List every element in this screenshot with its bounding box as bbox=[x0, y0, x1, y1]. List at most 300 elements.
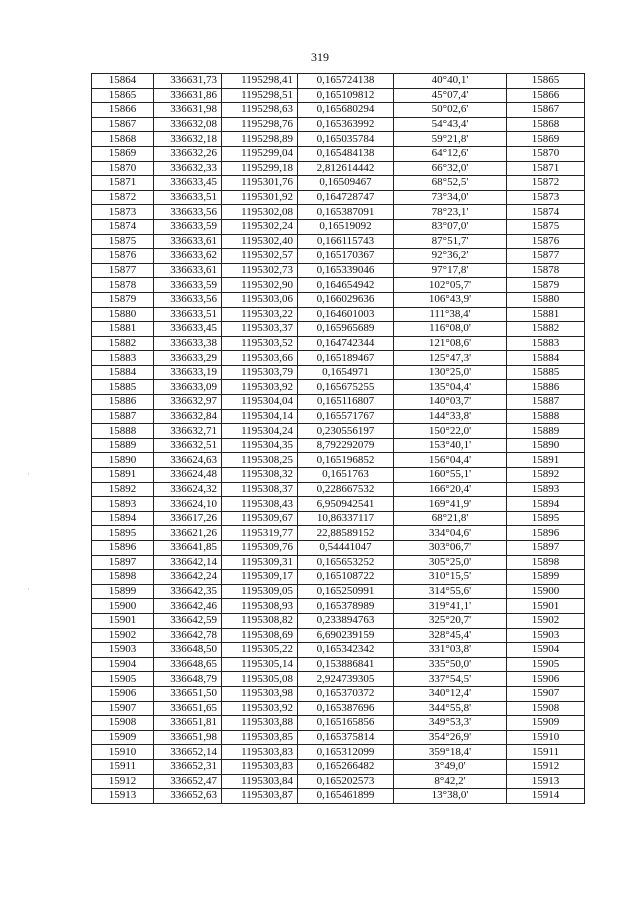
y-coordinate-cell: 1195305,22 bbox=[222, 643, 298, 658]
distance-cell: 0,165189467 bbox=[298, 351, 394, 366]
point-number-cell: 15907 bbox=[92, 701, 154, 716]
distance-cell: 0,165387696 bbox=[298, 701, 394, 716]
y-coordinate-cell: 1195309,31 bbox=[222, 555, 298, 570]
table-row bbox=[92, 541, 585, 556]
table-row bbox=[92, 103, 585, 118]
point-number-cell: 15894 bbox=[92, 511, 154, 526]
point-number-cell: 15906 bbox=[92, 686, 154, 701]
x-coordinate-cell: 336633,29 bbox=[154, 351, 222, 366]
table-row bbox=[92, 176, 585, 191]
y-coordinate-cell: 1195305,14 bbox=[222, 657, 298, 672]
point-number-cell: 15897 bbox=[92, 555, 154, 570]
point-number-cell: 15878 bbox=[92, 278, 154, 293]
distance-cell: 0,16519092 bbox=[298, 219, 394, 234]
point-number-cell: 15871 bbox=[92, 176, 154, 191]
distance-cell: 0,165675255 bbox=[298, 380, 394, 395]
table-row bbox=[92, 774, 585, 789]
distance-cell: 0,165965689 bbox=[298, 322, 394, 337]
distance-cell: 0,165370372 bbox=[298, 686, 394, 701]
next-point-cell: 15911 bbox=[507, 745, 585, 760]
distance-cell: 0,164728747 bbox=[298, 190, 394, 205]
distance-cell: 0,165165856 bbox=[298, 716, 394, 731]
x-coordinate-cell: 336633,62 bbox=[154, 249, 222, 264]
point-number-cell: 15896 bbox=[92, 541, 154, 556]
y-coordinate-cell: 1195298,51 bbox=[222, 88, 298, 103]
x-coordinate-cell: 336648,79 bbox=[154, 672, 222, 687]
x-coordinate-cell: 336642,59 bbox=[154, 613, 222, 628]
next-point-cell: 15904 bbox=[507, 643, 585, 658]
table-row bbox=[92, 74, 585, 89]
distance-cell: 0,165363992 bbox=[298, 117, 394, 132]
y-coordinate-cell: 1195309,76 bbox=[222, 541, 298, 556]
y-coordinate-cell: 1195303,84 bbox=[222, 774, 298, 789]
distance-cell: 0,165724138 bbox=[298, 74, 394, 89]
point-number-cell: 15890 bbox=[92, 453, 154, 468]
direction-angle-cell: 325°20,7' bbox=[394, 613, 507, 628]
x-coordinate-cell: 336633,59 bbox=[154, 219, 222, 234]
x-coordinate-cell: 336632,71 bbox=[154, 424, 222, 439]
next-point-cell: 15909 bbox=[507, 716, 585, 731]
coordinates-table bbox=[91, 73, 585, 804]
next-point-cell: 15882 bbox=[507, 322, 585, 337]
x-coordinate-cell: 336632,26 bbox=[154, 146, 222, 161]
x-coordinate-cell: 336624,63 bbox=[154, 453, 222, 468]
table-row bbox=[92, 643, 585, 658]
x-coordinate-cell: 336648,65 bbox=[154, 657, 222, 672]
direction-angle-cell: 83°07,0' bbox=[394, 219, 507, 234]
point-number-cell: 15883 bbox=[92, 351, 154, 366]
distance-cell: 0,165170367 bbox=[298, 249, 394, 264]
point-number-cell: 15910 bbox=[92, 745, 154, 760]
next-point-cell: 15870 bbox=[507, 146, 585, 161]
next-point-cell: 15885 bbox=[507, 365, 585, 380]
distance-cell: 2,924739305 bbox=[298, 672, 394, 687]
point-number-cell: 15913 bbox=[92, 789, 154, 804]
table-row bbox=[92, 278, 585, 293]
y-coordinate-cell: 1195304,24 bbox=[222, 424, 298, 439]
distance-cell: 0,233894763 bbox=[298, 613, 394, 628]
y-coordinate-cell: 1195299,18 bbox=[222, 161, 298, 176]
next-point-cell: 15895 bbox=[507, 511, 585, 526]
direction-angle-cell: 54°43,4' bbox=[394, 117, 507, 132]
next-point-cell: 15877 bbox=[507, 249, 585, 264]
next-point-cell: 15914 bbox=[507, 789, 585, 804]
point-number-cell: 15895 bbox=[92, 526, 154, 541]
x-coordinate-cell: 336633,19 bbox=[154, 365, 222, 380]
table-row bbox=[92, 395, 585, 410]
direction-angle-cell: 354°26,9' bbox=[394, 730, 507, 745]
point-number-cell: 15869 bbox=[92, 146, 154, 161]
x-coordinate-cell: 336651,98 bbox=[154, 730, 222, 745]
x-coordinate-cell: 336624,10 bbox=[154, 497, 222, 512]
table-row bbox=[92, 190, 585, 205]
point-number-cell: 15879 bbox=[92, 292, 154, 307]
x-coordinate-cell: 336632,51 bbox=[154, 438, 222, 453]
table-row bbox=[92, 438, 585, 453]
next-point-cell: 15872 bbox=[507, 176, 585, 191]
direction-angle-cell: 68°52,5' bbox=[394, 176, 507, 191]
next-point-cell: 15902 bbox=[507, 613, 585, 628]
x-coordinate-cell: 336632,08 bbox=[154, 117, 222, 132]
distance-cell: 0,165196852 bbox=[298, 453, 394, 468]
direction-angle-cell: 328°45,4' bbox=[394, 628, 507, 643]
table-row bbox=[92, 701, 585, 716]
distance-cell: 0,165109812 bbox=[298, 88, 394, 103]
x-coordinate-cell: 336621,26 bbox=[154, 526, 222, 541]
distance-cell: 0,166115743 bbox=[298, 234, 394, 249]
table-row bbox=[92, 730, 585, 745]
x-coordinate-cell: 336642,24 bbox=[154, 570, 222, 585]
point-number-cell: 15911 bbox=[92, 759, 154, 774]
coordinates-table-body bbox=[92, 74, 585, 804]
table-row bbox=[92, 453, 585, 468]
point-number-cell: 15888 bbox=[92, 424, 154, 439]
table-row bbox=[92, 322, 585, 337]
y-coordinate-cell: 1195303,88 bbox=[222, 716, 298, 731]
x-coordinate-cell: 336617,26 bbox=[154, 511, 222, 526]
x-coordinate-cell: 336652,47 bbox=[154, 774, 222, 789]
next-point-cell: 15891 bbox=[507, 453, 585, 468]
table-row bbox=[92, 117, 585, 132]
next-point-cell: 15869 bbox=[507, 132, 585, 147]
distance-cell: 0,1654971 bbox=[298, 365, 394, 380]
point-number-cell: 15868 bbox=[92, 132, 154, 147]
x-coordinate-cell: 336642,78 bbox=[154, 628, 222, 643]
x-coordinate-cell: 336633,45 bbox=[154, 176, 222, 191]
table-row bbox=[92, 161, 585, 176]
y-coordinate-cell: 1195304,04 bbox=[222, 395, 298, 410]
distance-cell: 0,165461899 bbox=[298, 789, 394, 804]
distance-cell: 0,165116807 bbox=[298, 395, 394, 410]
y-coordinate-cell: 1195304,14 bbox=[222, 409, 298, 424]
next-point-cell: 15880 bbox=[507, 292, 585, 307]
table-row bbox=[92, 526, 585, 541]
x-coordinate-cell: 336633,61 bbox=[154, 263, 222, 278]
x-coordinate-cell: 336632,18 bbox=[154, 132, 222, 147]
direction-angle-cell: 337°54,5' bbox=[394, 672, 507, 687]
x-coordinate-cell: 336632,84 bbox=[154, 409, 222, 424]
x-coordinate-cell: 336651,50 bbox=[154, 686, 222, 701]
point-number-cell: 15884 bbox=[92, 365, 154, 380]
y-coordinate-cell: 1195299,04 bbox=[222, 146, 298, 161]
y-coordinate-cell: 1195303,79 bbox=[222, 365, 298, 380]
next-point-cell: 15910 bbox=[507, 730, 585, 745]
next-point-cell: 15873 bbox=[507, 190, 585, 205]
y-coordinate-cell: 1195303,37 bbox=[222, 322, 298, 337]
direction-angle-cell: 314°55,6' bbox=[394, 584, 507, 599]
distance-cell: 0,165378989 bbox=[298, 599, 394, 614]
point-number-cell: 15904 bbox=[92, 657, 154, 672]
point-number-cell: 15866 bbox=[92, 103, 154, 118]
next-point-cell: 15903 bbox=[507, 628, 585, 643]
point-number-cell: 15886 bbox=[92, 395, 154, 410]
direction-angle-cell: 331°03,8' bbox=[394, 643, 507, 658]
x-coordinate-cell: 336642,14 bbox=[154, 555, 222, 570]
point-number-cell: 15877 bbox=[92, 263, 154, 278]
distance-cell: 6,950942541 bbox=[298, 497, 394, 512]
table-row bbox=[92, 511, 585, 526]
next-point-cell: 15896 bbox=[507, 526, 585, 541]
next-point-cell: 15898 bbox=[507, 555, 585, 570]
table-row bbox=[92, 307, 585, 322]
direction-angle-cell: 73°34,0' bbox=[394, 190, 507, 205]
y-coordinate-cell: 1195309,67 bbox=[222, 511, 298, 526]
table-row bbox=[92, 570, 585, 585]
table-row bbox=[92, 336, 585, 351]
distance-cell: 0,165680294 bbox=[298, 103, 394, 118]
table-row bbox=[92, 584, 585, 599]
next-point-cell: 15886 bbox=[507, 380, 585, 395]
next-point-cell: 15879 bbox=[507, 278, 585, 293]
y-coordinate-cell: 1195298,63 bbox=[222, 103, 298, 118]
table-row bbox=[92, 292, 585, 307]
x-coordinate-cell: 336633,09 bbox=[154, 380, 222, 395]
y-coordinate-cell: 1195298,41 bbox=[222, 74, 298, 89]
table-row bbox=[92, 263, 585, 278]
next-point-cell: 15874 bbox=[507, 205, 585, 220]
next-point-cell: 15876 bbox=[507, 234, 585, 249]
y-coordinate-cell: 1195301,92 bbox=[222, 190, 298, 205]
distance-cell: 0,165387091 bbox=[298, 205, 394, 220]
table-row bbox=[92, 205, 585, 220]
margin-mark: · bbox=[27, 585, 30, 594]
y-coordinate-cell: 1195303,52 bbox=[222, 336, 298, 351]
y-coordinate-cell: 1195298,89 bbox=[222, 132, 298, 147]
direction-angle-cell: 335°50,0' bbox=[394, 657, 507, 672]
direction-angle-cell: 153°40,1' bbox=[394, 438, 507, 453]
next-point-cell: 15892 bbox=[507, 468, 585, 483]
direction-angle-cell: 359°18,4' bbox=[394, 745, 507, 760]
y-coordinate-cell: 1195309,05 bbox=[222, 584, 298, 599]
next-point-cell: 15893 bbox=[507, 482, 585, 497]
point-number-cell: 15909 bbox=[92, 730, 154, 745]
distance-cell: 0,166029636 bbox=[298, 292, 394, 307]
y-coordinate-cell: 1195308,93 bbox=[222, 599, 298, 614]
y-coordinate-cell: 1195308,43 bbox=[222, 497, 298, 512]
next-point-cell: 15900 bbox=[507, 584, 585, 599]
point-number-cell: 15898 bbox=[92, 570, 154, 585]
x-coordinate-cell: 336652,63 bbox=[154, 789, 222, 804]
table-row bbox=[92, 599, 585, 614]
point-number-cell: 15899 bbox=[92, 584, 154, 599]
next-point-cell: 15897 bbox=[507, 541, 585, 556]
direction-angle-cell: 64°12,6' bbox=[394, 146, 507, 161]
table-row bbox=[92, 672, 585, 687]
next-point-cell: 15908 bbox=[507, 701, 585, 716]
x-coordinate-cell: 336652,14 bbox=[154, 745, 222, 760]
table-row bbox=[92, 146, 585, 161]
x-coordinate-cell: 336633,56 bbox=[154, 205, 222, 220]
table-row bbox=[92, 88, 585, 103]
direction-angle-cell: 92°36,2' bbox=[394, 249, 507, 264]
next-point-cell: 15868 bbox=[507, 117, 585, 132]
next-point-cell: 15883 bbox=[507, 336, 585, 351]
table-row bbox=[92, 132, 585, 147]
table-row bbox=[92, 424, 585, 439]
y-coordinate-cell: 1195302,08 bbox=[222, 205, 298, 220]
x-coordinate-cell: 336641,85 bbox=[154, 541, 222, 556]
point-number-cell: 15885 bbox=[92, 380, 154, 395]
direction-angle-cell: 68°21,8' bbox=[394, 511, 507, 526]
y-coordinate-cell: 1195308,82 bbox=[222, 613, 298, 628]
distance-cell: 0,164742344 bbox=[298, 336, 394, 351]
direction-angle-cell: 305°25,0' bbox=[394, 555, 507, 570]
y-coordinate-cell: 1195298,76 bbox=[222, 117, 298, 132]
table-row bbox=[92, 789, 585, 804]
point-number-cell: 15901 bbox=[92, 613, 154, 628]
direction-angle-cell: 156°04,4' bbox=[394, 453, 507, 468]
y-coordinate-cell: 1195302,57 bbox=[222, 249, 298, 264]
direction-angle-cell: 150°22,0' bbox=[394, 424, 507, 439]
x-coordinate-cell: 336642,46 bbox=[154, 599, 222, 614]
y-coordinate-cell: 1195302,24 bbox=[222, 219, 298, 234]
x-coordinate-cell: 336633,59 bbox=[154, 278, 222, 293]
y-coordinate-cell: 1195309,17 bbox=[222, 570, 298, 585]
page-number: 319 bbox=[311, 50, 329, 64]
next-point-cell: 15888 bbox=[507, 409, 585, 424]
point-number-cell: 15865 bbox=[92, 88, 154, 103]
next-point-cell: 15866 bbox=[507, 88, 585, 103]
table-row bbox=[92, 555, 585, 570]
direction-angle-cell: 160°55,1' bbox=[394, 468, 507, 483]
next-point-cell: 15867 bbox=[507, 103, 585, 118]
table-row bbox=[92, 686, 585, 701]
direction-angle-cell: 87°51,7' bbox=[394, 234, 507, 249]
table-row bbox=[92, 716, 585, 731]
distance-cell: 0,54441047 bbox=[298, 541, 394, 556]
next-point-cell: 15884 bbox=[507, 351, 585, 366]
point-number-cell: 15870 bbox=[92, 161, 154, 176]
direction-angle-cell: 344°55,8' bbox=[394, 701, 507, 716]
direction-angle-cell: 59°21,8' bbox=[394, 132, 507, 147]
direction-angle-cell: 50°02,6' bbox=[394, 103, 507, 118]
direction-angle-cell: 169°41,9' bbox=[394, 497, 507, 512]
distance-cell: 0,165250991 bbox=[298, 584, 394, 599]
direction-angle-cell: 40°40,1' bbox=[394, 74, 507, 89]
table-row bbox=[92, 628, 585, 643]
distance-cell: 0,1651763 bbox=[298, 468, 394, 483]
table-row bbox=[92, 759, 585, 774]
point-number-cell: 15876 bbox=[92, 249, 154, 264]
point-number-cell: 15905 bbox=[92, 672, 154, 687]
direction-angle-cell: 140°03,7' bbox=[394, 395, 507, 410]
point-number-cell: 15881 bbox=[92, 322, 154, 337]
distance-cell: 0,165375814 bbox=[298, 730, 394, 745]
x-coordinate-cell: 336631,86 bbox=[154, 88, 222, 103]
next-point-cell: 15894 bbox=[507, 497, 585, 512]
direction-angle-cell: 116°08,0' bbox=[394, 322, 507, 337]
next-point-cell: 15901 bbox=[507, 599, 585, 614]
table-row bbox=[92, 613, 585, 628]
direction-angle-cell: 310°15,5' bbox=[394, 570, 507, 585]
next-point-cell: 15887 bbox=[507, 395, 585, 410]
x-coordinate-cell: 336652,31 bbox=[154, 759, 222, 774]
distance-cell: 10,86337117 bbox=[298, 511, 394, 526]
distance-cell: 0,165571767 bbox=[298, 409, 394, 424]
x-coordinate-cell: 336648,50 bbox=[154, 643, 222, 658]
y-coordinate-cell: 1195303,06 bbox=[222, 292, 298, 307]
point-number-cell: 15891 bbox=[92, 468, 154, 483]
direction-angle-cell: 3°49,0' bbox=[394, 759, 507, 774]
next-point-cell: 15878 bbox=[507, 263, 585, 278]
distance-cell: 0,165108722 bbox=[298, 570, 394, 585]
direction-angle-cell: 66°32,0' bbox=[394, 161, 507, 176]
table-row bbox=[92, 497, 585, 512]
margin-mark: · bbox=[27, 470, 30, 479]
x-coordinate-cell: 336631,73 bbox=[154, 74, 222, 89]
distance-cell: 0,165653252 bbox=[298, 555, 394, 570]
distance-cell: 0,164654942 bbox=[298, 278, 394, 293]
table-row bbox=[92, 249, 585, 264]
distance-cell: 2,812614442 bbox=[298, 161, 394, 176]
point-number-cell: 15889 bbox=[92, 438, 154, 453]
next-point-cell: 15906 bbox=[507, 672, 585, 687]
x-coordinate-cell: 336633,51 bbox=[154, 307, 222, 322]
direction-angle-cell: 144°33,8' bbox=[394, 409, 507, 424]
point-number-cell: 15867 bbox=[92, 117, 154, 132]
table-row bbox=[92, 468, 585, 483]
y-coordinate-cell: 1195304,35 bbox=[222, 438, 298, 453]
point-number-cell: 15892 bbox=[92, 482, 154, 497]
distance-cell: 6,690239159 bbox=[298, 628, 394, 643]
x-coordinate-cell: 336642,35 bbox=[154, 584, 222, 599]
x-coordinate-cell: 336633,56 bbox=[154, 292, 222, 307]
y-coordinate-cell: 1195303,22 bbox=[222, 307, 298, 322]
y-coordinate-cell: 1195303,87 bbox=[222, 789, 298, 804]
y-coordinate-cell: 1195302,90 bbox=[222, 278, 298, 293]
y-coordinate-cell: 1195301,76 bbox=[222, 176, 298, 191]
y-coordinate-cell: 1195303,92 bbox=[222, 380, 298, 395]
direction-angle-cell: 125°47,3' bbox=[394, 351, 507, 366]
direction-angle-cell: 13°38,0' bbox=[394, 789, 507, 804]
direction-angle-cell: 102°05,7' bbox=[394, 278, 507, 293]
x-coordinate-cell: 336633,45 bbox=[154, 322, 222, 337]
distance-cell: 0,165312099 bbox=[298, 745, 394, 760]
y-coordinate-cell: 1195308,25 bbox=[222, 453, 298, 468]
next-point-cell: 15907 bbox=[507, 686, 585, 701]
direction-angle-cell: 106°43,9' bbox=[394, 292, 507, 307]
direction-angle-cell: 135°04,4' bbox=[394, 380, 507, 395]
direction-angle-cell: 319°41,1' bbox=[394, 599, 507, 614]
point-number-cell: 15900 bbox=[92, 599, 154, 614]
table-row bbox=[92, 351, 585, 366]
direction-angle-cell: 166°20,4' bbox=[394, 482, 507, 497]
direction-angle-cell: 130°25,0' bbox=[394, 365, 507, 380]
x-coordinate-cell: 336632,97 bbox=[154, 395, 222, 410]
x-coordinate-cell: 336624,48 bbox=[154, 468, 222, 483]
point-number-cell: 15893 bbox=[92, 497, 154, 512]
y-coordinate-cell: 1195319,77 bbox=[222, 526, 298, 541]
table-row bbox=[92, 234, 585, 249]
distance-cell: 0,153886841 bbox=[298, 657, 394, 672]
next-point-cell: 15871 bbox=[507, 161, 585, 176]
next-point-cell: 15865 bbox=[507, 74, 585, 89]
direction-angle-cell: 303°06,7' bbox=[394, 541, 507, 556]
point-number-cell: 15880 bbox=[92, 307, 154, 322]
next-point-cell: 15881 bbox=[507, 307, 585, 322]
table-row bbox=[92, 219, 585, 234]
y-coordinate-cell: 1195302,40 bbox=[222, 234, 298, 249]
distance-cell: 0,230556197 bbox=[298, 424, 394, 439]
next-point-cell: 15905 bbox=[507, 657, 585, 672]
point-number-cell: 15874 bbox=[92, 219, 154, 234]
table-row bbox=[92, 380, 585, 395]
x-coordinate-cell: 336631,98 bbox=[154, 103, 222, 118]
point-number-cell: 15872 bbox=[92, 190, 154, 205]
distance-cell: 0,165266482 bbox=[298, 759, 394, 774]
distance-cell: 0,165484138 bbox=[298, 146, 394, 161]
point-number-cell: 15887 bbox=[92, 409, 154, 424]
